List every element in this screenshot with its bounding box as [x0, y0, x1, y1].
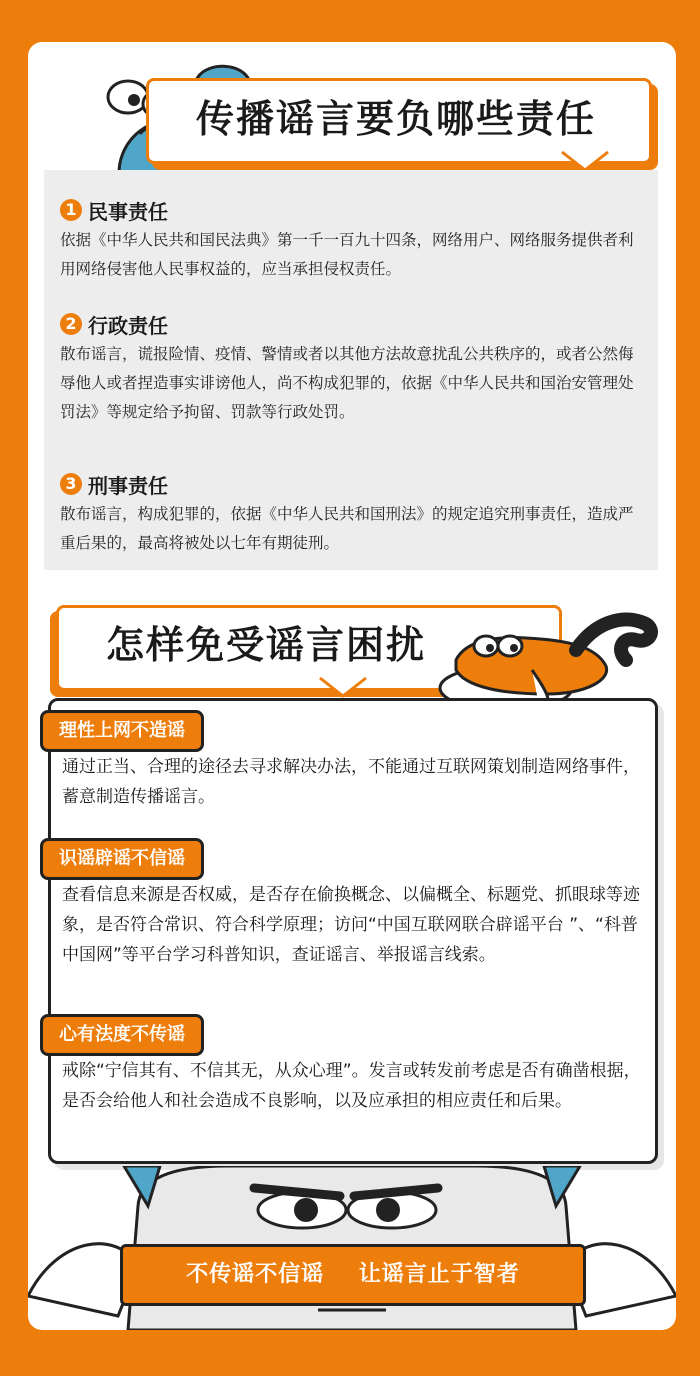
- speech-tail-icon: [318, 676, 368, 698]
- tip-tag: 理性上网不造谣: [40, 710, 204, 752]
- tip-body: 戒除“宁信其有、不信其无，从众心理”。发言或转发前考虑是否有确凿根据，是否会给他人和社会造成不良影响，以及应承担的相应责任和后果。: [62, 1061, 641, 1111]
- number-badge: 2: [60, 313, 82, 335]
- tip-tag: 心有法度不传谣: [40, 1014, 204, 1056]
- item-criminal-heading: [60, 470, 168, 498]
- footer-slogan-banner: [120, 1244, 586, 1306]
- section2-title: 怎样免受谣言困扰: [106, 623, 427, 667]
- tip-body: 查看信息来源是否权威，是否存在偷换概念、以偏概全、标题党、抓眼球等迹象，是否符合常识、符合科学原理；访问“中国互联网联合辟谣平台 ”、“科普中国网”等平台学习科普知识，查证谣言、举报谣言线索。: [62, 885, 640, 965]
- item-body: 散布谣言，构成犯罪的，依据《中华人民共和国刑法》的规定追究刑事责任，造成严重后果的，最高将被处以七年有期徒刑。: [60, 505, 634, 552]
- speech-tail-icon: [560, 150, 610, 172]
- item-admin-heading: [60, 310, 168, 338]
- tip-tag: 识谣辟谣不信谣: [40, 838, 204, 880]
- footer-slogan: 不传谣不信谣 让谣言止于智者: [186, 1262, 520, 1287]
- number-badge: 3: [60, 473, 82, 495]
- item-title: 刑事责任: [88, 473, 168, 498]
- number-badge: 1: [60, 199, 82, 221]
- item-body: 散布谣言，谎报险情、疫情、警情或者以其他方法故意扰乱公共秩序的，或者公然侮辱他人或者捏造事实诽谤他人，尚不构成犯罪的，依据《中华人民共和国治安管理处罚法》等规定给予拘留、罚款等行政处罚。: [60, 345, 634, 421]
- section1-title: 传播谣言要负哪些责任: [196, 97, 597, 141]
- item-title: 行政责任: [88, 313, 168, 338]
- item-title: 民事责任: [88, 199, 168, 224]
- tip-body: 通过正当、合理的途径去寻求解决办法，不能通过互联网策划制造网络事件，蓄意制造传播谣言。: [62, 757, 640, 807]
- item-civil-heading: [60, 196, 168, 224]
- item-body: 依据《中华人民共和国民法典》第一千一百九十四条，网络用户、网络服务提供者利用网络侵害他人民事权益的，应当承担侵权责任。: [60, 231, 634, 278]
